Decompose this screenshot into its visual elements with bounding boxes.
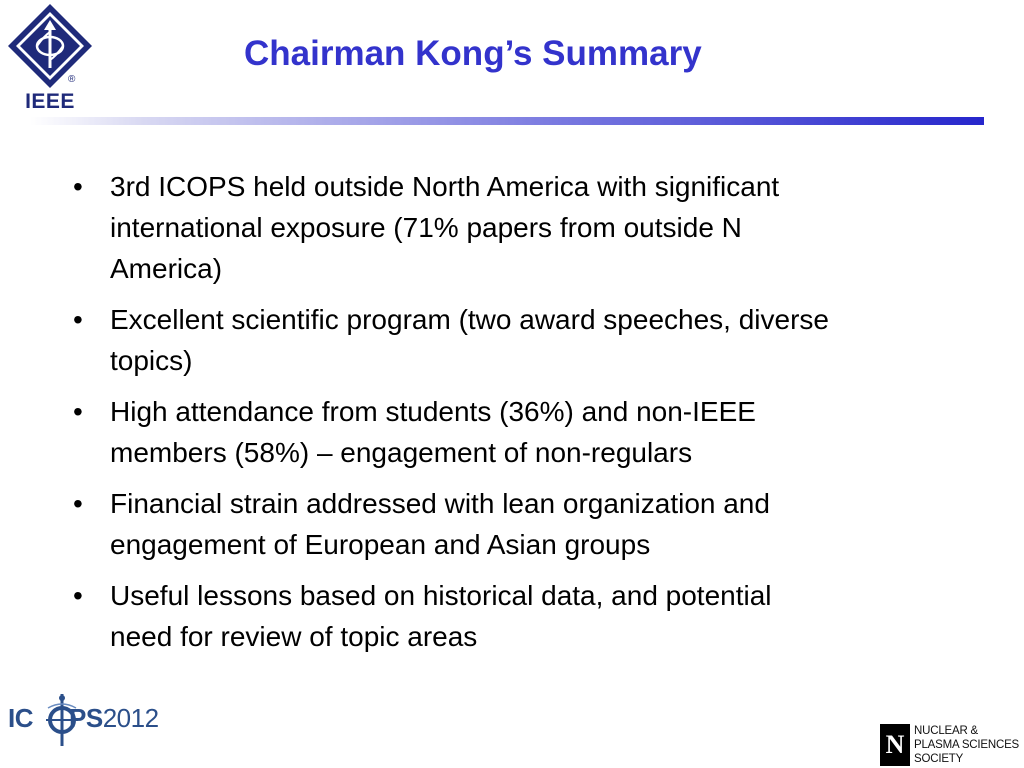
- icops-prefix-left: IC: [8, 703, 33, 733]
- bullet-text: 3rd ICOPS held outside North America with significant international exposure (71% papers from outside N America): [110, 171, 780, 284]
- bullet-text: Useful lessons based on historical data, and potential need for review of topic areas: [110, 580, 772, 652]
- bullet-item: [70, 483, 890, 565]
- npss-emblem-icon: [880, 724, 910, 766]
- npss-line-3: SOCIETY: [914, 753, 964, 765]
- npss-emblem-glyph: N: [885, 730, 905, 759]
- bullet-item: [70, 575, 890, 657]
- icops-emblem-icon: [42, 690, 86, 746]
- ieee-logo: [4, 2, 96, 120]
- bullet-list: [70, 166, 890, 667]
- icops-year: 2012: [102, 703, 159, 733]
- icops-prefix-right: PS: [69, 703, 103, 733]
- ieee-wordmark: IEEE: [25, 90, 75, 113]
- icops-2012-logo: [8, 684, 168, 754]
- bullet-item: [70, 299, 890, 381]
- ieee-diamond-icon: [4, 2, 96, 92]
- npss-line-2: PLASMA SCIENCES: [914, 739, 1020, 751]
- bullet-marker: •: [73, 171, 83, 202]
- npss-line-1: NUCLEAR &: [914, 725, 979, 737]
- bullet-text: Financial strain addressed with lean organization and engagement of European and Asian groups: [110, 488, 770, 560]
- slide-title: Chairman Kong’s Summary: [244, 34, 702, 73]
- bullet-marker: •: [73, 304, 83, 335]
- bullet-item: [70, 391, 890, 473]
- bullet-marker: •: [73, 580, 83, 611]
- bullet-text: High attendance from students (36%) and non-IEEE members (58%) – engagement of non-regulars: [110, 396, 756, 468]
- bullet-marker: •: [73, 488, 83, 519]
- npss-logo: [880, 722, 1020, 768]
- registered-mark: ®: [68, 74, 76, 85]
- title-divider: [30, 117, 984, 125]
- bullet-marker: •: [73, 396, 83, 427]
- bullet-item: [70, 166, 890, 289]
- bullet-text: Excellent scientific program (two award speeches, diverse topics): [110, 304, 829, 376]
